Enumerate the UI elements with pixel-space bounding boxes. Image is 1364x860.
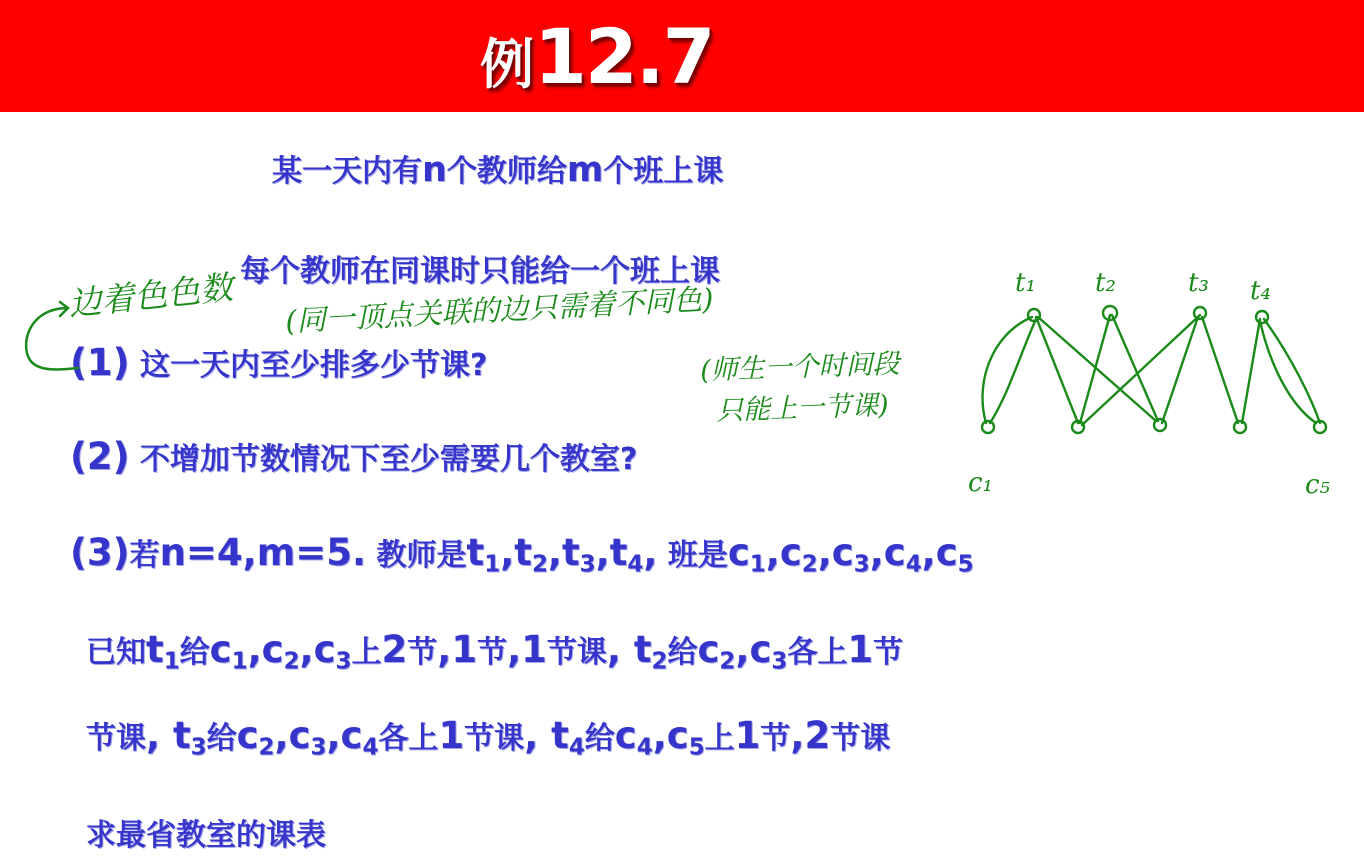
question-1: (1) 这一天内至少排多少节课? [70,341,488,384]
intro-line: 某一天内有n个教师给m个班上课 [272,150,724,190]
question-3: (3)若n=4,m=5. 教师是$t_1,t_2,t_3,t_4$, 班是$c_1,c_2,c_3,c_4,c_5$ [70,531,974,578]
teacher-note-2: 只能上一节课) [715,389,890,427]
node-c4 [1234,421,1246,433]
node-c1 [982,421,994,433]
hand-bracket [20,290,80,380]
known-line-2: 节课, $t_3$给$c_2,c_3,c_4$各上1节课, $t_4$给$c_4,c_5$上1节,2节课 [86,714,891,761]
adjacent-edges-note: (同一顶点关联的边只需着不同色) [284,281,715,339]
final-line: 求最省教室的课表 [86,818,326,853]
node-t3 [1194,307,1206,319]
slide-title [480,12,714,102]
teacher-note-1: (师生一个时间段 [699,348,901,387]
label-c5: c₅ [1305,470,1330,500]
graph-edges [983,315,1320,425]
edge-coloring-note: 边着色色数 [66,267,235,324]
constraint-line: 每个教师在同课时只能给一个班上课 [240,254,720,289]
title-prefix: 例 [480,33,534,96]
label-t1: t₁ [1015,268,1036,298]
label-t4: t₄ [1250,276,1271,306]
bipartite-graph [960,255,1360,505]
node-c3 [1154,419,1166,431]
question-2: (2) 不增加节数情况下至少需要几个教室? [70,435,638,478]
label-c1: c₁ [968,468,993,498]
title-banner [0,0,1364,112]
node-t4 [1256,311,1268,323]
label-t2: t₂ [1095,268,1116,298]
known-line-1: 已知$t_1$给$c_1,c_2,c_3$上2节,1节,1节课, $t_2$给$c_2,c_3$各上1节 [86,628,904,675]
title-number: 12.7 [534,12,714,101]
label-t3: t₃ [1188,268,1209,298]
node-t1 [1028,309,1040,321]
